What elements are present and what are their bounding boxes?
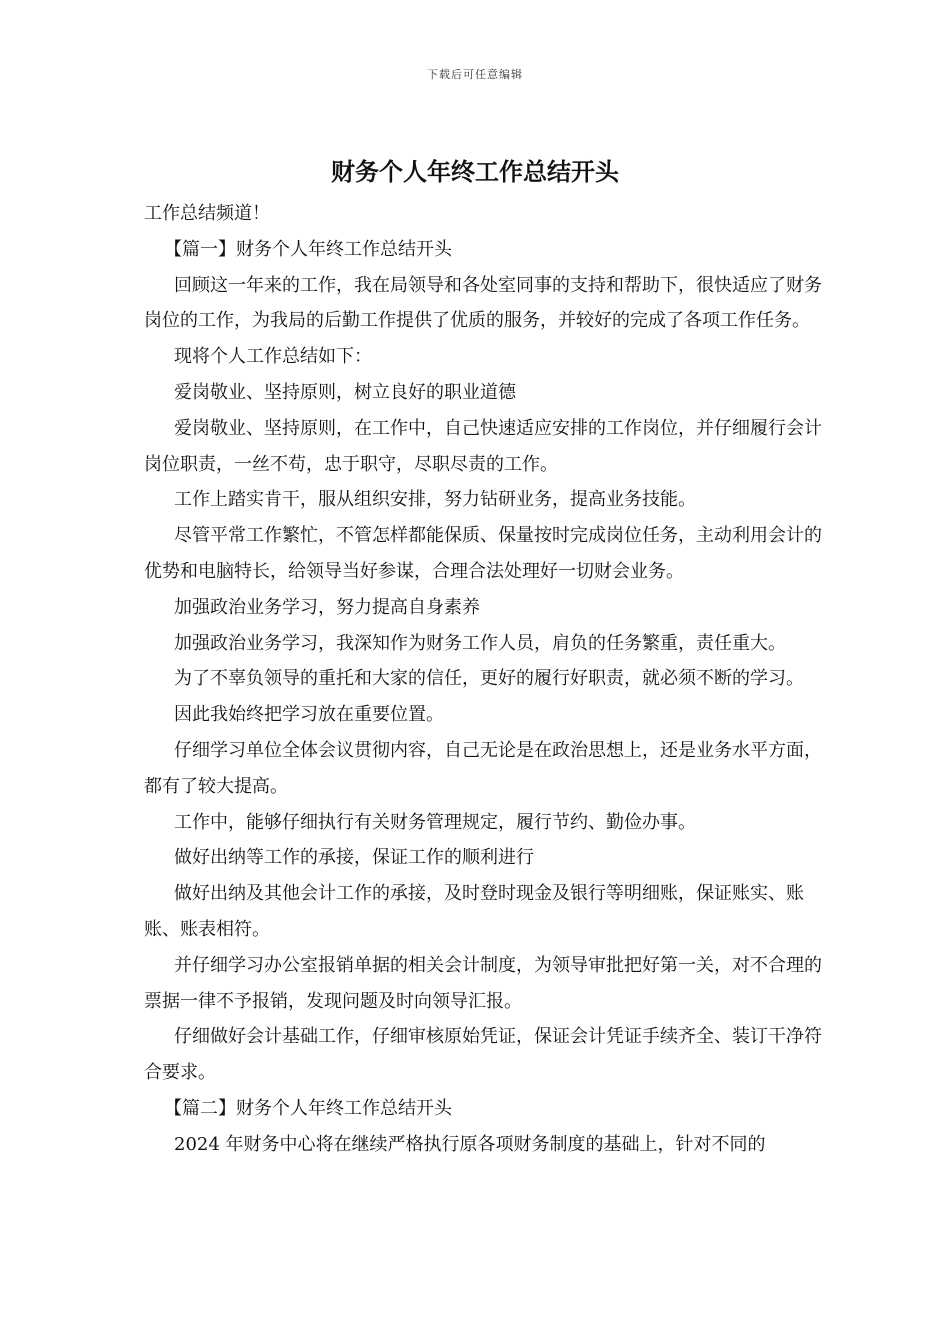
paragraph: 回顾这一年来的工作，我在局领导和各处室同事的支持和帮助下，很快适应了财务岗位的工作，为我局的后勤工作提供了优质的服务，并较好的完成了各项工作任务。 <box>144 274 822 332</box>
paragraph: 仔细学习单位全体会议贯彻内容，自己无论是在政治思想上，还是业务水平方面，都有了较大提高。 <box>144 739 822 797</box>
subheading: 做好出纳等工作的承接，保证工作的顺利进行 <box>174 847 534 869</box>
subheading: 加强政治业务学习，努力提高自身素养 <box>174 596 480 618</box>
paragraph: 现将个人工作总结如下： <box>174 346 372 368</box>
document-body <box>144 196 824 1163</box>
paragraph: 并仔细学习办公室报销单据的相关会计制度，为领导审批把好第一关，对不合理的票据一律不予报销，发现问题及时向领导汇报。 <box>144 954 822 1012</box>
paragraph: 2024 年财务中心将在继续严格执行原各项财务制度的基础上，针对不同的 <box>174 1133 766 1155</box>
paragraph: 工作中，能够仔细执行有关财务管理规定，履行节约、勤俭办事。 <box>174 811 696 833</box>
paragraph: 为了不辜负领导的重托和大家的信任，更好的履行好职责，就必须不断的学习。 <box>174 668 804 690</box>
document-title: 财务个人年终工作总结开头 <box>331 157 619 186</box>
paragraph: 做好出纳及其他会计工作的承接，及时登时现金及银行等明细账，保证账实、账账、账表相符。 <box>144 883 804 940</box>
paragraph: 加强政治业务学习，我深知作为财务工作人员，肩负的任务繁重，责任重大。 <box>174 632 786 654</box>
section-heading-1: 【篇一】财务个人年终工作总结开头 <box>164 238 452 260</box>
subheading: 爱岗敬业、坚持原则，树立良好的职业道德 <box>174 381 516 403</box>
intro-line: 工作总结频道！ <box>144 203 270 224</box>
paragraph: 尽管平常工作繁忙，不管怎样都能保质、保量按时完成岗位任务，主动利用会计的优势和电脑特长，给领导当好参谋，合理合法处理好一切财会业务。 <box>144 525 822 582</box>
paragraph: 仔细做好会计基础工作，仔细审核原始凭证，保证会计凭证手续齐全、装订干净符合要求。 <box>144 1026 822 1084</box>
paragraph: 爱岗敬业、坚持原则，在工作中，自己快速适应安排的工作岗位，并仔细履行会计岗位职责，一丝不苟，忠于职守，尽职尽责的工作。 <box>144 417 822 475</box>
paragraph: 因此我始终把学习放在重要位置。 <box>174 704 444 726</box>
header-note: 下载后可任意编辑 <box>427 68 523 81</box>
section-heading-2: 【篇二】财务个人年终工作总结开头 <box>164 1097 452 1119</box>
paragraph: 工作上踏实肯干，服从组织安排，努力钻研业务，提高业务技能。 <box>174 489 696 511</box>
